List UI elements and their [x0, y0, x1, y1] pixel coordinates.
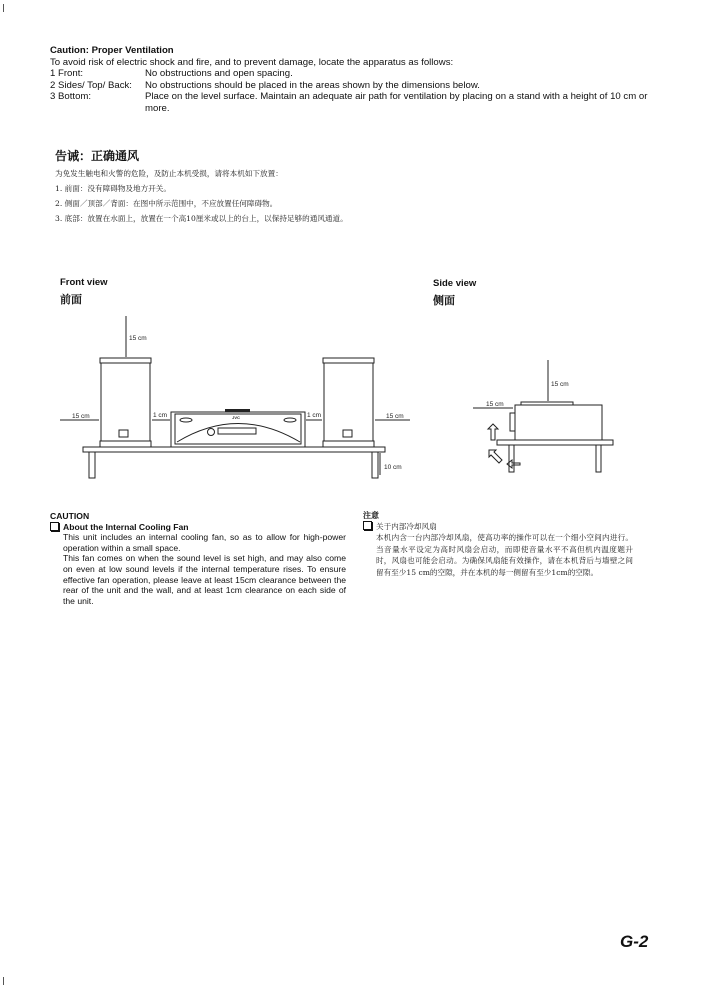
fan-caution-en: [50, 511, 346, 606]
front-view-title: Front view: [60, 277, 108, 288]
dim-top: 15 cm: [129, 335, 147, 342]
dim-gap-left: 1 cm: [153, 412, 168, 419]
fan-caution-heading: CAUTION: [50, 511, 90, 521]
checkbox-bullet-icon: [50, 522, 59, 531]
shelf-leg: [372, 452, 378, 478]
side-dim-top: 15 cm: [551, 381, 569, 388]
shelf: [83, 447, 385, 452]
caution-item-cn: 1. 前面：没有障碍物及地方开关。: [55, 184, 171, 193]
shelf-leg: [89, 452, 95, 478]
page-number: G-2: [620, 932, 649, 951]
right-speaker-top: [323, 358, 374, 363]
brand-logo: JVC: [232, 415, 240, 420]
caution-intro-cn: 为免发生触电和火警的危险，及防止本机受损，请将本机如下放置：: [55, 169, 283, 178]
fan-caution-paragraph-cn: 本机内含一台内部冷却风扇，使高功率的操作可以在一个细小空间内进行。当音量水平设定为高时风扇会启动，而即使音量水平不高但机内温度题升时，风扇也可能会启动。为确保风扇能有效操作，请在本机背后与墙壁之间留有至少15 cm的空隙，并在本机的每一侧留有至少1cm的空隙。: [376, 533, 633, 577]
dim-right: 15 cm: [386, 413, 404, 420]
dim-bottom: 10 cm: [384, 464, 402, 471]
caution-intro: To avoid risk of electric shock and fire, and to prevent damage, locate the apparatus as follows:: [50, 56, 454, 68]
front-view-title-cn: 前面: [60, 293, 82, 306]
fan-caution-subheading-cn: 关于内部冷却风扇: [376, 522, 437, 531]
airflow-up-arrow-icon: [488, 424, 498, 440]
left-speaker-top: [100, 358, 151, 363]
side-dim-back: 15 cm: [486, 401, 504, 408]
caution-item: 2 Sides/ Top/ Back: No obstructions should be placed in the areas shown by the dimensions below.: [50, 79, 480, 91]
checkbox-bullet-icon: [363, 521, 372, 530]
airflow-diagonal-arrow-icon: [489, 450, 502, 463]
fan-caution-subheading: About the Internal Cooling Fan: [63, 521, 189, 532]
dim-gap-right: 1 cm: [307, 412, 322, 419]
fan-caution-paragraph: This unit includes an internal cooling fan, so as to allow for high-power operation within a small space.: [63, 532, 346, 553]
fan-caution-paragraph: This fan comes on when the sound level is set high, and may also come on even at low sound levels if the internal temperature rises. To ensure effective fan operation, please leave at least 15cm clearance between the rear of the unit and the wall, and at least 1cm clearance on each side of the unit.: [63, 553, 346, 606]
caution-title-cn: 告诫：正确通风: [55, 149, 140, 163]
caution-item-cn: 3. 底部：放置在水面上，放置在一个高10厘米或以上的台上，以保持足够的通风通道。: [55, 214, 348, 223]
side-view-title-cn: 侧面: [433, 294, 455, 307]
caution-item: 3 Bottom: Place on the level surface. Maintain an adequate air path for ventilation by placing on a stand with a height of 10 cm or more.: [50, 91, 648, 114]
fan-caution-heading-cn: 注意: [363, 511, 379, 520]
crop-mark: [3, 977, 4, 985]
dim-left: 15 cm: [72, 413, 90, 420]
side-view-diagram: [473, 360, 613, 472]
side-view-title: Side view: [433, 278, 477, 289]
fan-caution-cn: [363, 510, 633, 578]
crop-mark: [3, 4, 4, 12]
caution-item-cn: 2. 侧面／顶部／背面：在图中所示范围中，不应放置任何障碍物。: [55, 199, 278, 208]
caution-item: 1 Front: No obstructions and open spacing.: [50, 68, 293, 80]
side-unit: [515, 405, 602, 440]
caution-title: Caution: Proper Ventilation: [50, 45, 174, 56]
